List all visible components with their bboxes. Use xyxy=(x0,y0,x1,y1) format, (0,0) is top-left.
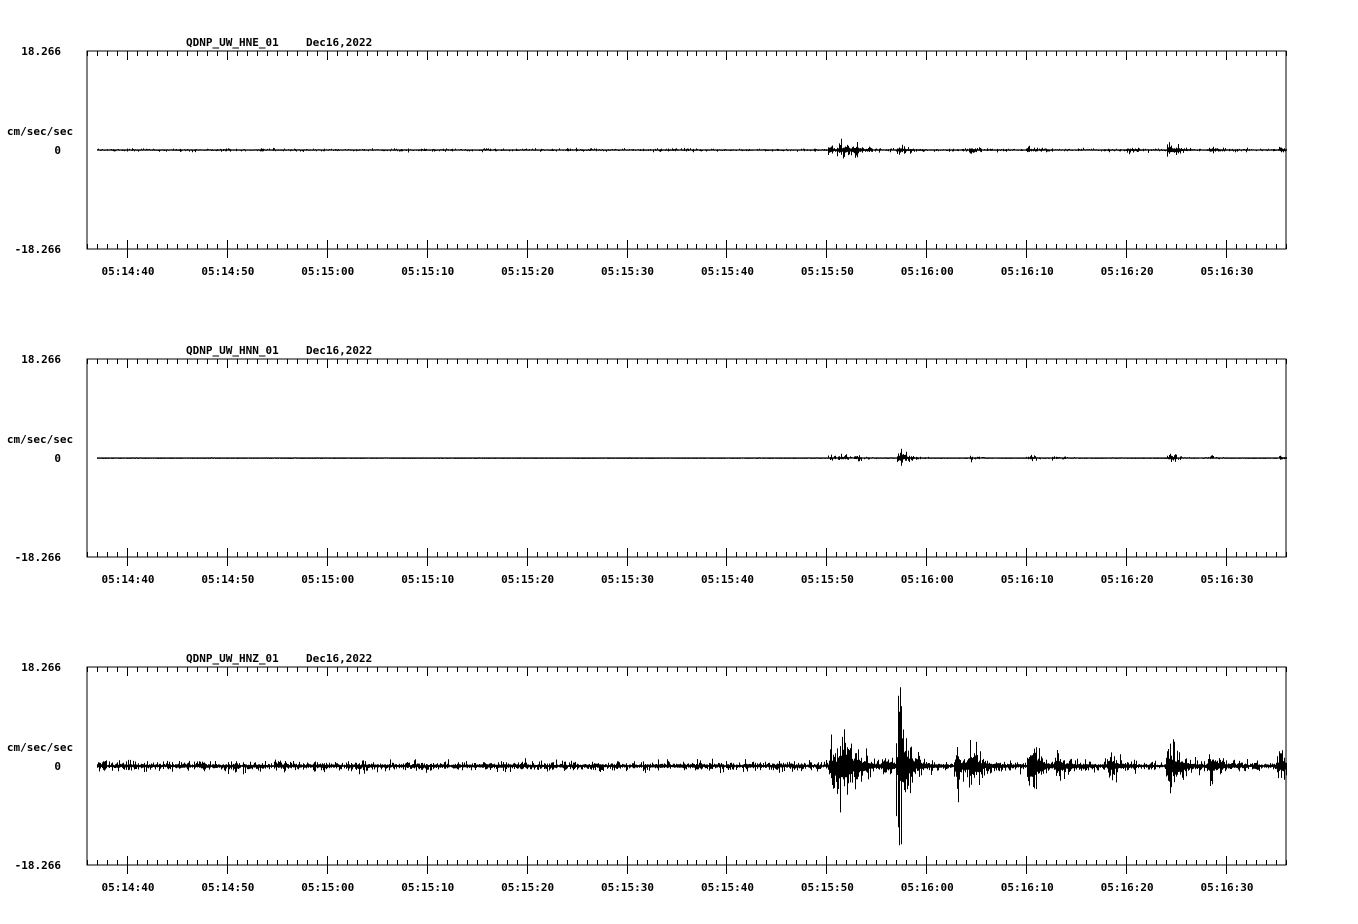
y-tick-label: -18.266 xyxy=(14,551,61,564)
x-tick-label: 05:15:10 xyxy=(401,573,455,586)
x-tick-label: 05:14:40 xyxy=(101,265,155,278)
trace-date: Dec16,2022 xyxy=(306,344,373,357)
x-tick-label: 05:15:30 xyxy=(601,881,655,894)
seismogram-panel-3 xyxy=(7,652,1287,894)
x-tick-label: 05:16:10 xyxy=(1000,265,1054,278)
x-tick-label: 05:15:20 xyxy=(501,573,555,586)
x-tick-label: 05:15:10 xyxy=(401,881,455,894)
x-tick-label: 05:15:00 xyxy=(301,265,355,278)
x-tick-label: 05:15:40 xyxy=(700,573,754,586)
x-tick-label: 05:15:10 xyxy=(401,265,455,278)
x-tick-label: 05:14:50 xyxy=(201,573,255,586)
x-axis-ticks xyxy=(88,51,1287,258)
channel-title: QDNP_UW_HNE_01 xyxy=(186,36,279,49)
seismogram-panel-2 xyxy=(7,344,1287,586)
tick-marks xyxy=(88,51,1287,258)
y-tick-label: -18.266 xyxy=(14,859,61,872)
tick-marks xyxy=(88,359,1287,566)
x-tick-label: 05:15:50 xyxy=(800,573,854,586)
x-axis-ticks xyxy=(88,667,1287,874)
x-tick-label: 05:16:30 xyxy=(1200,881,1254,894)
waveform-trace xyxy=(98,449,1287,466)
y-tick-label: 18.266 xyxy=(21,661,61,674)
x-tick-label: 05:15:40 xyxy=(700,881,754,894)
x-tick-label: 05:16:30 xyxy=(1200,573,1254,586)
y-tick-label: 18.266 xyxy=(21,45,61,58)
y-tick-label: 0 xyxy=(54,452,61,465)
x-tick-label: 05:14:50 xyxy=(201,881,255,894)
y-axis-label: cm/sec/sec xyxy=(6,125,74,138)
channel-title: QDNP_UW_HNZ_01 xyxy=(186,652,279,665)
x-tick-label: 05:15:00 xyxy=(301,881,355,894)
x-tick-label: 05:16:10 xyxy=(1000,573,1054,586)
x-tick-label: 05:15:50 xyxy=(800,265,854,278)
y-tick-label: 0 xyxy=(54,144,61,157)
trace-date: Dec16,2022 xyxy=(306,652,373,665)
seismogram-panel-1 xyxy=(7,36,1287,278)
y-tick-label: -18.266 xyxy=(14,243,61,256)
x-tick-label: 05:14:40 xyxy=(101,881,155,894)
x-tick-label: 05:16:00 xyxy=(900,881,954,894)
x-tick-label: 05:16:20 xyxy=(1100,265,1154,278)
x-tick-label: 05:16:10 xyxy=(1000,881,1054,894)
x-tick-label: 05:16:30 xyxy=(1200,265,1254,278)
x-axis-ticks xyxy=(88,359,1287,566)
trace-date: Dec16,2022 xyxy=(306,36,373,49)
channel-title: QDNP_UW_HNN_01 xyxy=(186,344,279,357)
y-tick-label: 18.266 xyxy=(21,353,61,366)
tick-marks xyxy=(88,667,1287,874)
x-tick-label: 05:15:40 xyxy=(700,265,754,278)
x-tick-label: 05:16:20 xyxy=(1100,881,1154,894)
x-tick-label: 05:14:40 xyxy=(101,573,155,586)
x-tick-label: 05:16:00 xyxy=(900,573,954,586)
y-axis-label: cm/sec/sec xyxy=(6,741,74,754)
x-tick-label: 05:16:20 xyxy=(1100,573,1154,586)
y-axis-label: cm/sec/sec xyxy=(6,433,74,446)
x-tick-label: 05:15:00 xyxy=(301,573,355,586)
x-tick-label: 05:15:50 xyxy=(800,881,854,894)
x-tick-label: 05:14:50 xyxy=(201,265,255,278)
waveform-trace xyxy=(98,139,1287,159)
x-tick-label: 05:15:30 xyxy=(601,573,655,586)
x-tick-label: 05:15:30 xyxy=(601,265,655,278)
x-tick-label: 05:15:20 xyxy=(501,265,555,278)
y-tick-label: 0 xyxy=(54,760,61,773)
x-tick-label: 05:15:20 xyxy=(501,881,555,894)
x-tick-label: 05:16:00 xyxy=(900,265,954,278)
